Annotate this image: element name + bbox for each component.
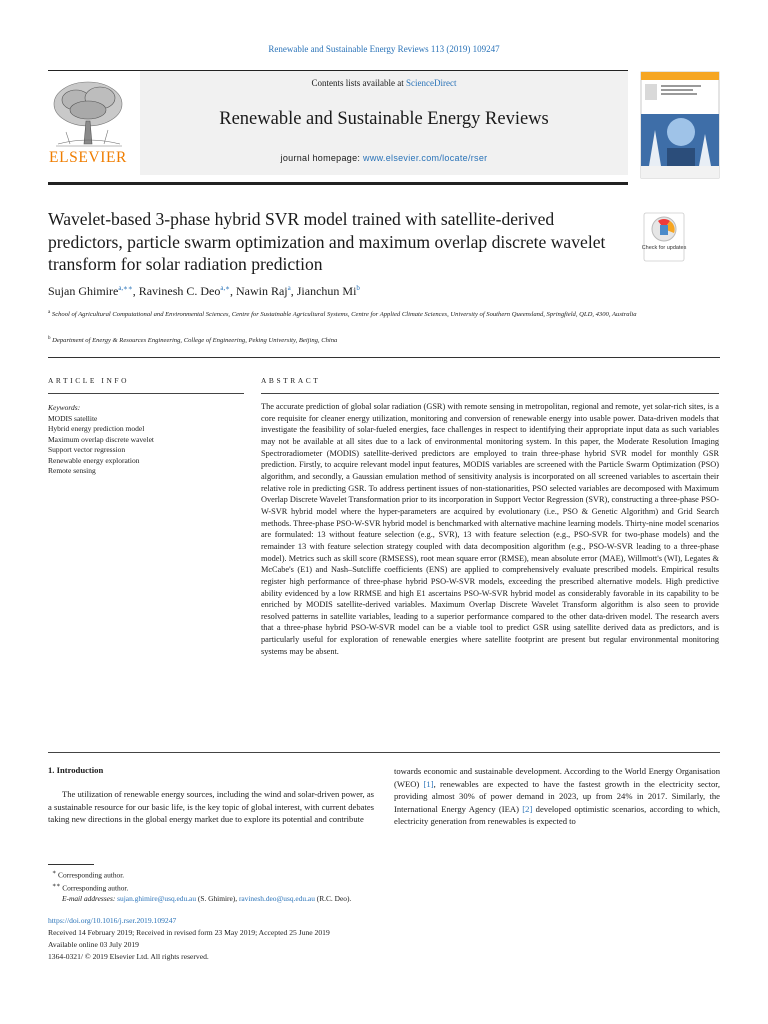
abstract-body [261, 401, 719, 657]
article-info-heading: ARTICLE INFO [48, 376, 130, 385]
affiliation-text: Department of Energy & Resources Engineering, College of Engineering, Peking University, Beijing, China [52, 337, 338, 345]
sciencedirect-link[interactable]: ScienceDirect [406, 78, 457, 88]
email-owner: (S. Ghimire), [196, 894, 239, 903]
author-affiliation-marker[interactable]: b [356, 284, 360, 292]
footnote-marker: ∗∗ [52, 883, 61, 889]
divider [261, 393, 719, 394]
divider [48, 393, 244, 394]
author-affiliation-marker[interactable]: a,∗∗ [118, 284, 133, 292]
author-name: Sujan Ghimire [48, 284, 119, 298]
footnote [52, 881, 128, 893]
body-text: towards economic and sustainable development. According to the World Energy Organisation (WEO) [394, 766, 720, 789]
author-affiliation-marker[interactable]: a [287, 284, 291, 292]
email-link[interactable]: sujan.ghimire@usq.edu.au [117, 894, 197, 903]
journal-homepage [140, 153, 628, 163]
abstract-text: The accurate prediction of global solar radiation (GSR) with remote sensing in metropolitan, regional and remote, yet solar-rich sites, is a core requisite for cleaner energy utilization, monitoring and conversion of renewable energy into usable power. Data-driven models that investigate the feasibility of solar-fueled energies, face challenges in respect to identifying their appropriate input data as such variables may not be available at all sites due to a lack of environmental monitoring system. In this paper, the Moderate Resolution Imaging Spectroradiometer (MODIS) satellite-derived predictors are employed to train three-phase hybrid SVR model for monthly GSR prediction. Firstly, to acquire relevant model input features, MODIS variables are screened with the Particle Swarm Optimization (PSO) algorithm, and secondly, a Gaussian emulation method of sensitivity analysis is incorporated on all screened variables to ascertain their relative role in predicting GSR. To address pertinent issues of non-stationarities, PSO selected variables are decomposed with Maximum Overlap Discrete Wavelet Transformation prior to its incorporation in Support Vector Regression (SVR), constructing a three-phase PSO-W-SVR hybrid model where the hyper-parameters are acquired by evolutionary (i.e., PSO & Genetic Algorithm) and Grid Search methods. Three-phase PSO-W-SVR hybrid model is benchmarked with alternative machine learning models. Thirty-nine model scenarios are formulated: 13 without feature selection (e.g., SVR), 13 with feature selection (e.g., PSO-SVR for two-phase models) and the remainder 13 with feature selection strategy coupled with data decomposition algorithm (e.g., PSO-W-SVR leading to a three-phase model). Metrics such as skill score (RMSESS), root mean square error (RMSE), mean absolute error (MAE), Willmott's (WI), Legates & McCabe's (E1) and Nash–Sutcliffe coefficients (ENS) are applied to comprehensively evaluate prescribed models. Empirical results register high performance of three-phase hybrid PSO-W-SVR models, exceeding the prescribed alternative models. High predictive ability evidenced by a low RRMSE and high E1 ascertains PSO-W-SVR hybrid model as considerably favorable in its capability to be enriched by MODIS satellite-derived variables. Maximum Overlap Discrete Wavelet Transform algorithm is also seen to provide resolved patterns in satellite variables, leading to a superior performance compared to the other data-driven model. The research avers that a three-phase hybrid PSO-W-SVR model can be a viable tool to predict GSR using satellite derived data as predictors, and is particularly useful for exploration of renewable energies where satellite footprint are present but regular environmental monitoring systems may be absent. [261, 402, 719, 656]
divider [48, 752, 720, 753]
keyword-item: Hybrid energy prediction model [48, 424, 145, 433]
author-affiliation-marker[interactable]: a,∗ [220, 284, 230, 292]
footnote-rule [48, 864, 94, 865]
available-online-date: Available online 03 July 2019 [48, 940, 139, 949]
email-label: E-mail addresses: [62, 894, 116, 903]
body-paragraph [394, 765, 720, 828]
article-title: Wavelet-based 3-phase hybrid SVR model trained with satellite-derived predictors, particle swarm optimization and maximum overlap discrete wavelet transform for solar radiation prediction [48, 209, 606, 274]
affiliation [48, 334, 728, 346]
keyword-item: Remote sensing [48, 466, 96, 475]
keywords-label: Keywords: [48, 403, 81, 412]
keyword-item: MODIS satellite [48, 413, 98, 423]
keyword-item: Renewable energy exploration [48, 455, 140, 465]
crossmark-label: Check for updates [641, 245, 687, 251]
contents-availability [140, 78, 628, 88]
author-name: Nawin Raj [235, 284, 288, 298]
body-text: , renewables are expected to have the fastest growth in the electricity sector, providing almost 30% of power demand in 2023, up from 24% in 2017. Similarly, the International Energy Agency (IEA) [394, 778, 720, 814]
author-name: Jianchun Mi [296, 284, 357, 298]
elsevier-wordmark: ELSEVIER [49, 149, 127, 166]
email-link[interactable]: ravinesh.deo@usq.edu.au [238, 894, 315, 903]
doi-link[interactable] [48, 916, 176, 927]
citation-link[interactable]: [1] [423, 778, 434, 789]
body-paragraph: The utilization of renewable energy sources, including the wind and solar-driven power, as a sustainable resource for our basic life, is the key topic of global interest, with current debates taking new directions in the global energy market due to explore its potential and contribute [48, 789, 374, 825]
footnote-text: Corresponding author. [56, 870, 125, 880]
affiliation-text: School of Agricultural Computational and Environmental Sciences, Centre for Sustainable Agricultural Systems, Centre for Applied Climate Sciences, University of Southern Queensland, Springfield, QLD, 4300, Australia [51, 311, 637, 319]
divider [48, 357, 720, 358]
keyword-item: Maximum overlap discrete wavelet [48, 434, 155, 444]
author-list: Sujan Ghimire$^{a,∗∗}$, Ravinesh C. Deo$^{a,∗}$, Nawin Raj$^a$, Jianchun Mi$^b$ [48, 284, 360, 298]
footnote-marker: ∗ [52, 870, 57, 876]
affiliation [48, 308, 728, 320]
journal-cover-image[interactable] [641, 72, 719, 178]
contents-prefix: Contents lists available at [311, 78, 406, 88]
affiliation-marker: a [48, 310, 51, 315]
keywords-block [48, 403, 248, 477]
doi-url[interactable]: https://doi.org/10.1016/j.rser.2019.109247 [48, 916, 177, 925]
journal-citation[interactable]: Renewable and Sustainable Energy Reviews 113 (2019) 109247 [268, 44, 500, 54]
email-owner: (R.C. Deo). [314, 894, 352, 903]
author-name: Ravinesh C. Deo [138, 284, 221, 298]
homepage-prefix: journal homepage: [280, 153, 364, 163]
affiliation-marker: b [48, 336, 51, 341]
footnote-text: Corresponding author. [60, 883, 129, 893]
citation-link[interactable]: [2] [522, 803, 533, 814]
journal-title: Renewable and Sustainable Energy Reviews [219, 109, 549, 129]
crossmark-check-for-updates-icon[interactable] [641, 213, 687, 261]
masthead-bottom-rule [48, 182, 628, 185]
section-heading: 1. Introduction [48, 765, 104, 775]
publication-dates: Received 14 February 2019; Received in revised form 23 May 2019; Accepted 25 June 2019 [48, 928, 330, 937]
footnote [52, 868, 124, 880]
homepage-link[interactable]: www.elsevier.com/locate/rser [363, 153, 488, 163]
abstract-heading: ABSTRACT [261, 376, 321, 385]
body-text: developed optimistic scenarios, according to which, electricity generation from renewables is expected to [394, 803, 721, 827]
keyword-item: Support vector regression [48, 445, 126, 454]
email-addresses [62, 894, 351, 904]
issn-copyright: 1364-0321/ © 2019 Elsevier Ltd. All rights reserved. [48, 952, 209, 961]
